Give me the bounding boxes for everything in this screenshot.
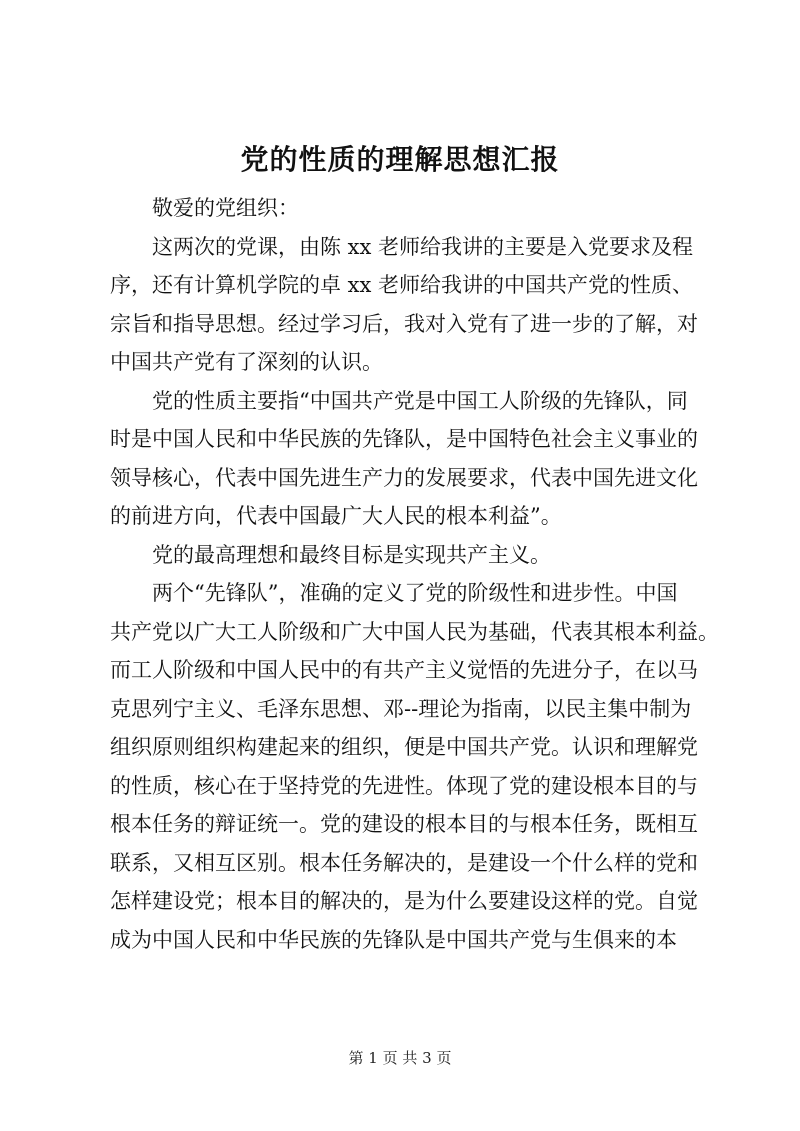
paragraph-line: 根本任务的辩证统一。党的建设的根本目的与根本任务，既相互 [110,812,698,836]
paragraph-line: 的性质，核心在于坚持党的先进性。体现了党的建设根本目的与 [110,773,698,798]
paragraph-line: 共产党以广大工人阶级和广大中国人民为基础，代表其根本利益。 [110,619,719,644]
paragraph-line: 而工人阶级和中国人民中的有共产主义觉悟的先进分子，在以马 [110,658,698,682]
paragraph-line: 党的最高理想和最终目标是实现共产主义。 [152,542,551,567]
salutation-line: 敬爱的党组织： [152,196,299,220]
paragraph-line: 成为中国人民和中华民族的先锋队是中国共产党与生俱来的本 [110,927,677,952]
paragraph-line: 联系，又相互区别。根本任务解决的，是建设一个什么样的党和 [110,850,698,875]
paragraph-line: 组织原则组织构建起来的组织，便是中国共产党。认识和理解党 [110,735,698,759]
paragraph-line: 党的性质主要指“中国共产党是中国工人阶级的先锋队，同 [152,388,688,413]
paragraph-line: 中国共产党有了深刻的认识。 [110,350,383,374]
paragraph-line: 序，还有计算机学院的卓 xx 老师给我讲的中国共产党的性质、 [110,273,694,297]
paragraph-line: 的前进方向，代表中国最广大人民的根本利益”。 [110,504,562,528]
paragraph-line: 这两次的党课，由陈 xx 老师给我讲的主要是入党要求及程 [152,234,694,259]
paragraph-line: 领导核心，代表中国先进生产力的发展要求，代表中国先进文化 [110,465,698,490]
paragraph-line: 宗旨和指导思想。经过学习后，我对入党有了进一步的了解，对 [110,311,698,336]
paragraph-line: 克思列宁主义、毛泽东思想、邓--理论为指南，以民主集中制为 [110,696,692,721]
paragraph-line: 时是中国人民和中华民族的先锋队，是中国特色社会主义事业的 [110,427,698,451]
document-title: 党的性质的理解思想汇报 [240,143,560,176]
page-number-footer: 第 1 页 共 3 页 [348,1049,452,1067]
paragraph-line: 两个“先锋队”，准确的定义了党的阶级性和进步性。中国 [152,581,678,605]
document-body [110,189,719,959]
paragraph-line: 怎样建设党；根本目的解决的，是为什么要建设这样的党。自觉 [110,889,698,913]
